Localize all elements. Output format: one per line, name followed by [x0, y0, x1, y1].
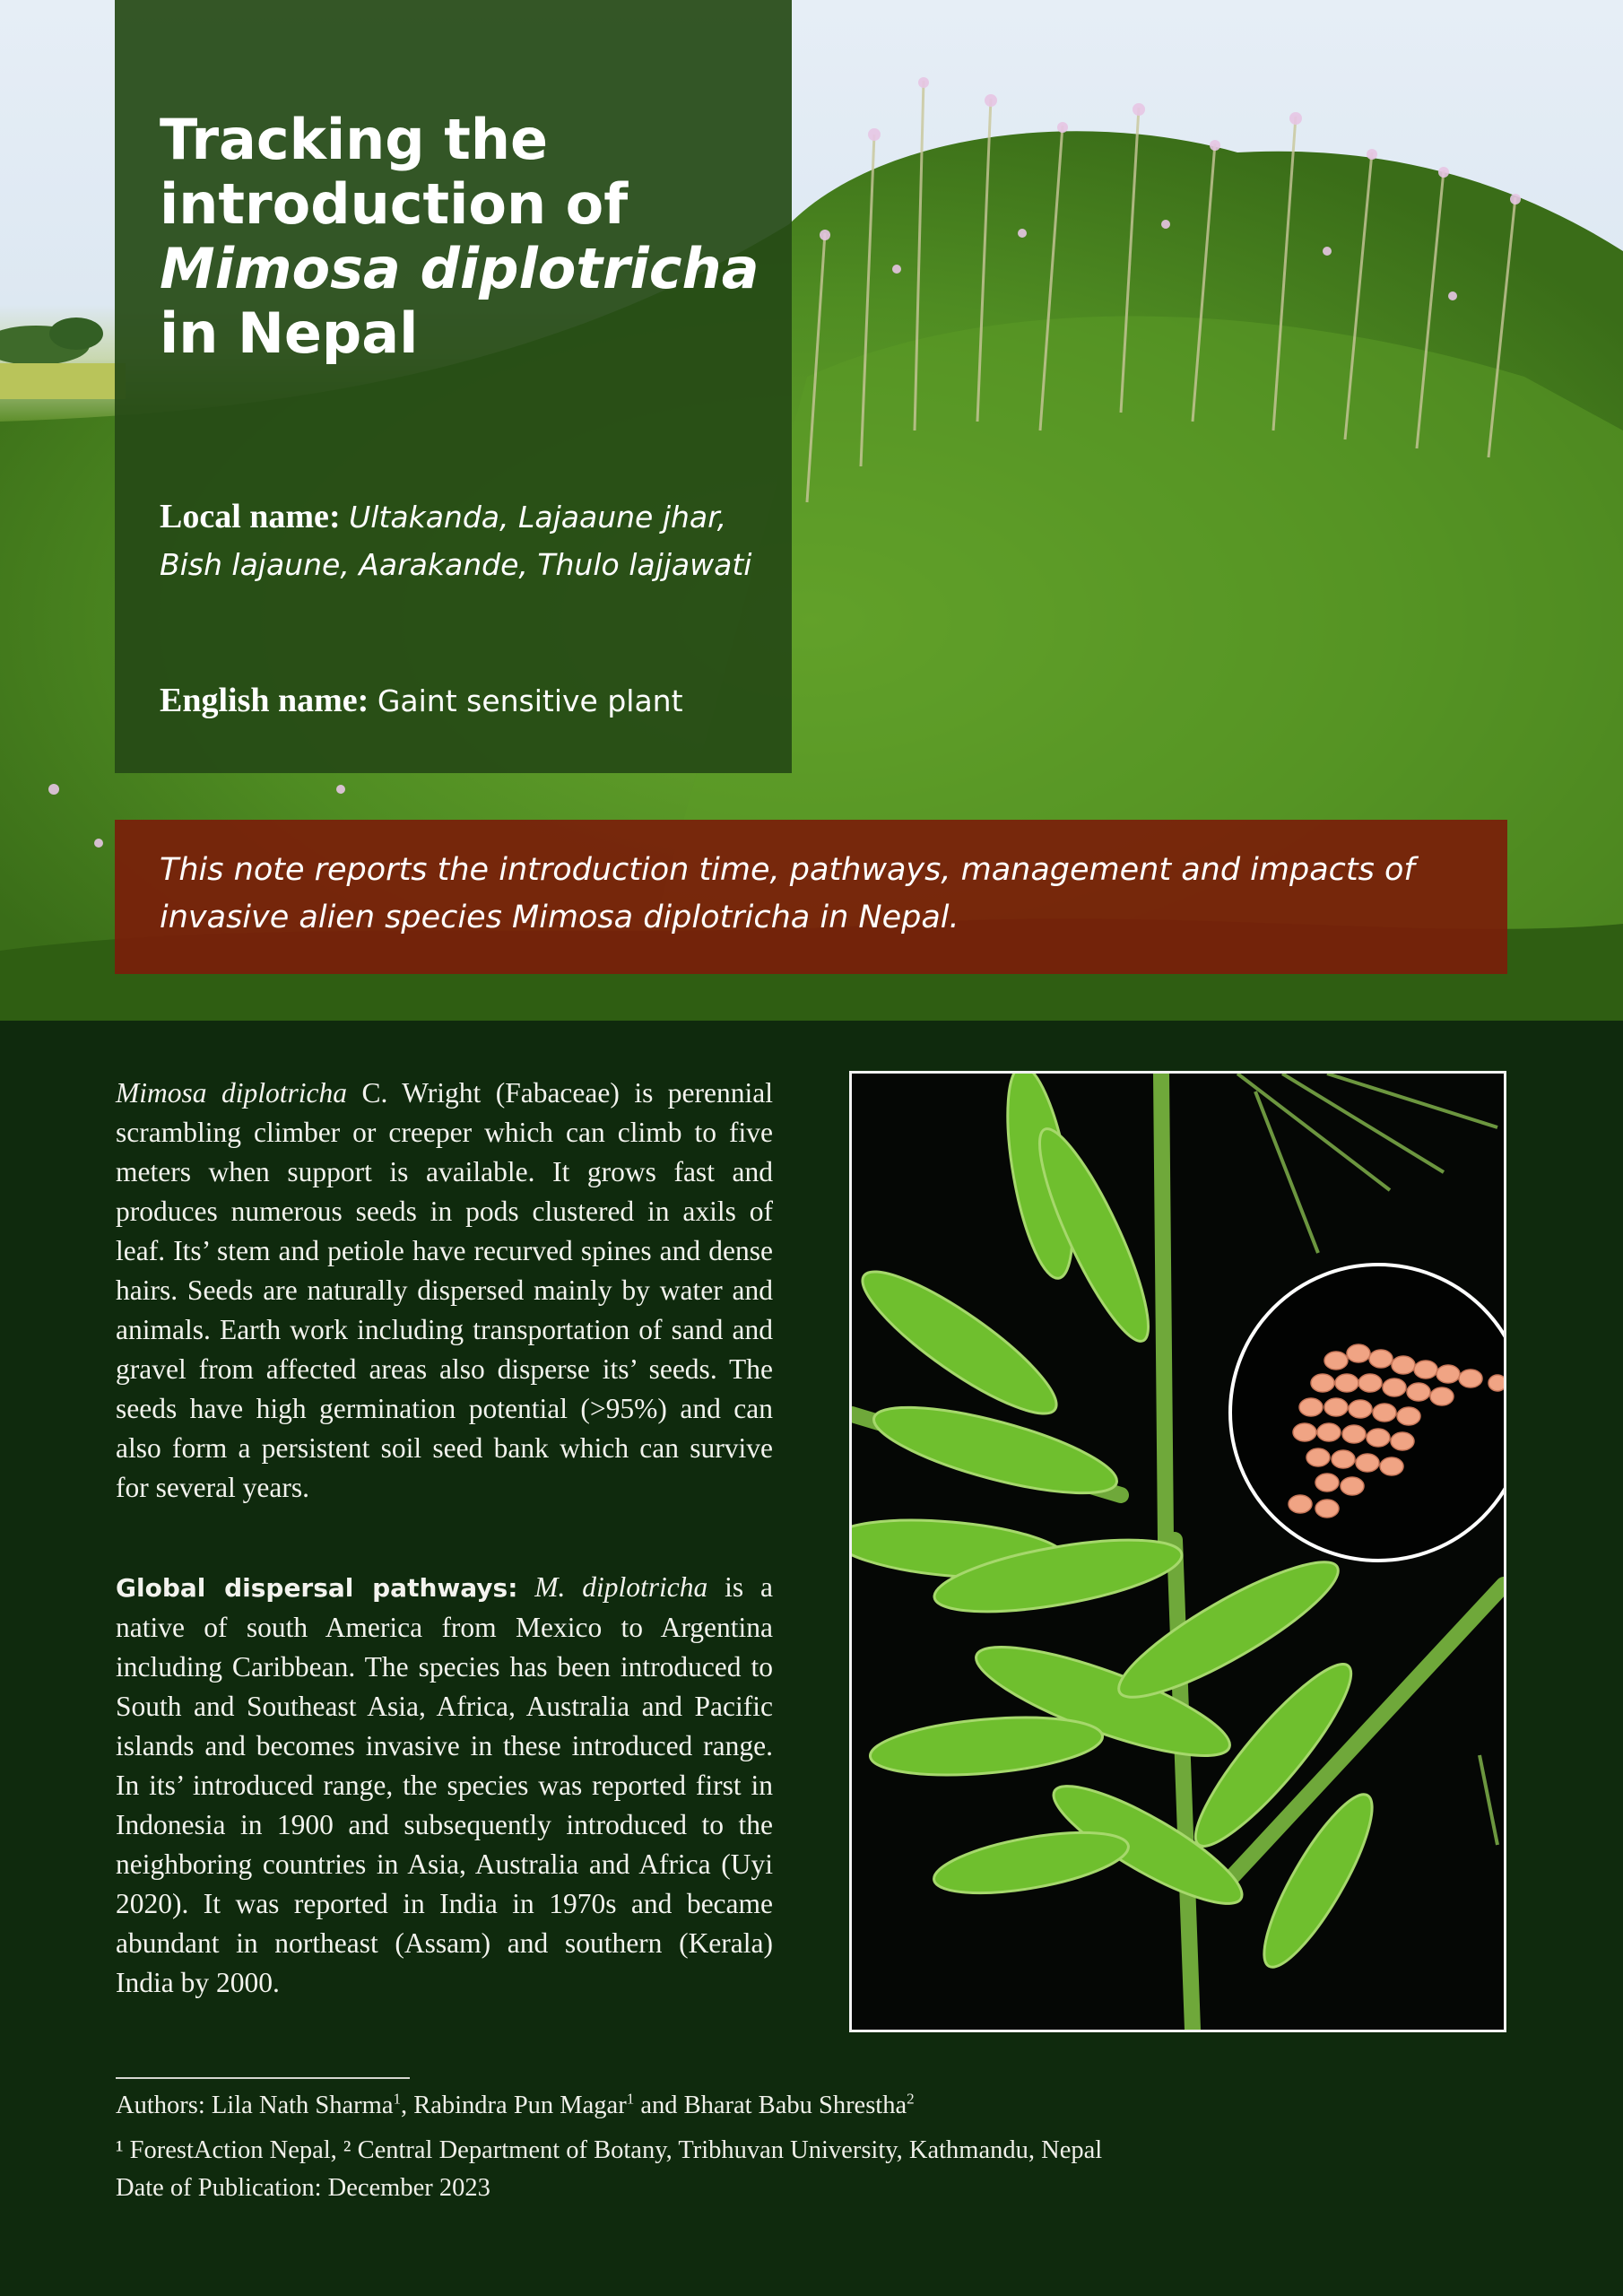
- affiliation-text: ForestAction Nepal,: [123, 2136, 343, 2164]
- intro-paragraph: [116, 1074, 773, 1508]
- author-name: Bharat Babu Shrestha: [683, 2092, 907, 2119]
- english-name-value: Gaint sensitive plant: [377, 683, 683, 718]
- title-line: in Nepal: [160, 300, 419, 366]
- authors-prefix: Authors:: [116, 2092, 212, 2119]
- footnote-divider: [116, 2077, 410, 2079]
- author-affiliation-mark: 2: [907, 2090, 915, 2108]
- publication-date: Date of Publication: December 2023: [116, 2174, 490, 2202]
- affiliation-mark: ²: [343, 2136, 352, 2164]
- title-panel: [115, 0, 792, 773]
- local-name-value: Ultakanda, Lajaaune jhar, Bish lajaune, Aarakande, Thulo lajjawati: [160, 500, 752, 582]
- title-line: introduction of: [160, 171, 629, 237]
- english-name: English name: Gaint sensitive plant: [160, 682, 683, 719]
- intro-text: C. Wright (Fabaceae) is perennial scrambling climber or creeper which can climb to five meters when support is available. It grows fast and produces numerous seeds in pods clustered in axils of leaf. Its’ stem and petiole have recurved spines and dense hairs. Seeds are naturally dispersed mainly by water and animals. Earth work including transportation of sand and gravel from affected areas also disperse its’ seeds. The seeds have high germination potential (>95%) and can also form a persistent soil seed bank which can survive for several years.: [116, 1077, 773, 1503]
- species-abbrev: M. diplotricha: [534, 1571, 708, 1603]
- affiliations-line: [116, 2135, 1461, 2167]
- title-species: Mimosa diplotricha: [160, 236, 759, 301]
- seed-pod-photo: [849, 1071, 1506, 2032]
- dispersal-label: Global dispersal pathways:: [116, 1573, 518, 1603]
- species-name: Mimosa diplotricha: [116, 1077, 347, 1109]
- authors-separator: and: [634, 2092, 684, 2119]
- summary-text: This note reports the introduction time, pathways, management and impacts of invasive alien species Mimosa diplotricha in Nepal.: [160, 852, 1415, 935]
- summary-banner: [115, 820, 1507, 974]
- author-affiliation-mark: 1: [626, 2090, 635, 2108]
- local-name: Local name: Ultakanda, Lajaaune jhar, Bish lajaune, Aarakande, Thulo lajjawati: [160, 498, 752, 582]
- authors-line: [116, 2090, 1461, 2122]
- author-affiliation-mark: 1: [393, 2090, 401, 2108]
- hero-photo: [0, 0, 1623, 1021]
- english-name-label: English name: [160, 682, 358, 719]
- page-title: [160, 108, 769, 366]
- authors-separator: ,: [400, 2092, 414, 2119]
- affiliation-text: Central Department of Botany, Tribhuvan University, Kathmandu, Nepal: [351, 2136, 1103, 2164]
- author-name: Lila Nath Sharma: [211, 2092, 394, 2119]
- author-name: Rabindra Pun Magar: [413, 2092, 627, 2119]
- affiliation-mark: ¹: [116, 2136, 124, 2164]
- dispersal-text: is a native of south America from Mexico to Argentina including Caribbean. The species has been introduced to South and Southeast Asia, Africa, Australia and Pacific islands and becomes invasive in these introduced range. In its’ introduced range, the species was reported first in Indonesia in 1900 and subsequently introduced to the neighboring countries in Asia, Australia and Africa (Uyi 2020). It was reported in India in 1970s and became abundant in northeast (Assam) and southern (Kerala) India by 2000.: [116, 1571, 773, 1998]
- local-name-label: Local name: [160, 498, 329, 535]
- seed-pod-illustration: [852, 1074, 1504, 2030]
- dispersal-paragraph: [116, 1568, 773, 2003]
- title-line: Tracking the: [160, 107, 549, 172]
